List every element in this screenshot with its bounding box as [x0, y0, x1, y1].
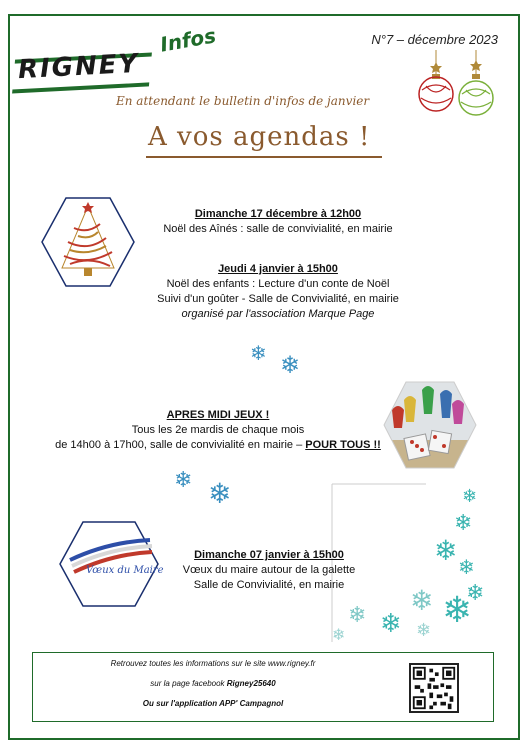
- svg-text:❄: ❄: [466, 581, 485, 606]
- snowflake-icon: ❄: [280, 352, 301, 379]
- voeux-du-maire-icon: [58, 520, 160, 608]
- svg-text:❄: ❄: [348, 603, 367, 628]
- svg-text:❄: ❄: [462, 486, 478, 507]
- footer-line-facebook: [33, 679, 393, 688]
- event-line: [40, 438, 396, 453]
- title-underline: [146, 156, 382, 158]
- svg-text:❄: ❄: [434, 534, 458, 567]
- logo-sub: Infos: [158, 23, 218, 57]
- svg-text:❄: ❄: [410, 584, 434, 617]
- event-line: organisé par l'association Marque Page: [181, 308, 375, 320]
- footer-text: sur la page facebook: [150, 679, 227, 688]
- svg-text:❄: ❄: [454, 511, 473, 536]
- snowflake-icon: ❄: [174, 467, 193, 492]
- footer-text: Retrouvez toutes les informations sur le site: [110, 659, 268, 668]
- event-title: Dimanche 07 janvier à 15h00: [194, 549, 344, 561]
- footer-box: [32, 652, 494, 722]
- snowflake-icon: ❄: [208, 478, 232, 509]
- event-title: Jeudi 4 janvier à 15h00: [218, 263, 338, 275]
- event-line: Noël des enfants : Lecture d'un conte de Noël: [166, 278, 390, 290]
- event-title: Dimanche 17 décembre à 12h00: [194, 208, 362, 220]
- event-apres-midi-jeux: [40, 408, 396, 453]
- event-line: Vœux du maire autour de la galette: [182, 564, 356, 576]
- event-line: Salle de Convivialité, en mairie: [193, 579, 345, 591]
- event-voeux-maire: [162, 548, 376, 593]
- page-title: A vos agendas !: [148, 122, 371, 152]
- footer-line-app: Ou sur l'application APP' Campagnol: [142, 699, 284, 708]
- svg-text:❄: ❄: [442, 590, 473, 631]
- svg-text:❄: ❄: [458, 555, 475, 579]
- christmas-baubles-icon: [414, 50, 498, 120]
- svg-text:❄: ❄: [416, 620, 432, 641]
- christmas-tree-icon: [40, 194, 136, 290]
- website-link[interactable]: www.rigney.fr: [267, 659, 316, 668]
- rigney-logo: [14, 46, 154, 90]
- event-noel-enfants: [130, 262, 426, 322]
- pour-tous-label: POUR TOUS !!: [305, 439, 381, 451]
- event-line: Noël des Aînés : salle de convivialité, en mairie: [163, 223, 393, 235]
- event-title: APRES MIDI JEUX !: [166, 409, 270, 421]
- subtitle: En attendant le bulletin d'infos de janvier: [116, 94, 370, 108]
- svg-text:❄: ❄: [332, 625, 346, 644]
- qr-code-icon[interactable]: [409, 663, 459, 713]
- logo-text: RIGNEY: [17, 48, 141, 86]
- event-line: Suivi d'un goûter - Salle de Convivialité, en mairie: [157, 293, 399, 305]
- facebook-link[interactable]: Rigney25640: [226, 679, 276, 688]
- issue-number: N°7 – décembre 2023: [371, 32, 498, 47]
- event-line-text: de 14h00 à 17h00, salle de convivialité en mairie –: [55, 439, 306, 451]
- event-noel-aines: [140, 207, 416, 237]
- svg-text:❄: ❄: [380, 609, 402, 639]
- board-game-icon: [382, 380, 478, 470]
- voeux-label: Vœux du Maire: [86, 565, 164, 576]
- snowflake-icon: ❄: [250, 343, 267, 365]
- event-line: Tous les 2e mardis de chaque mois: [131, 424, 305, 436]
- footer-line-website: [33, 659, 393, 668]
